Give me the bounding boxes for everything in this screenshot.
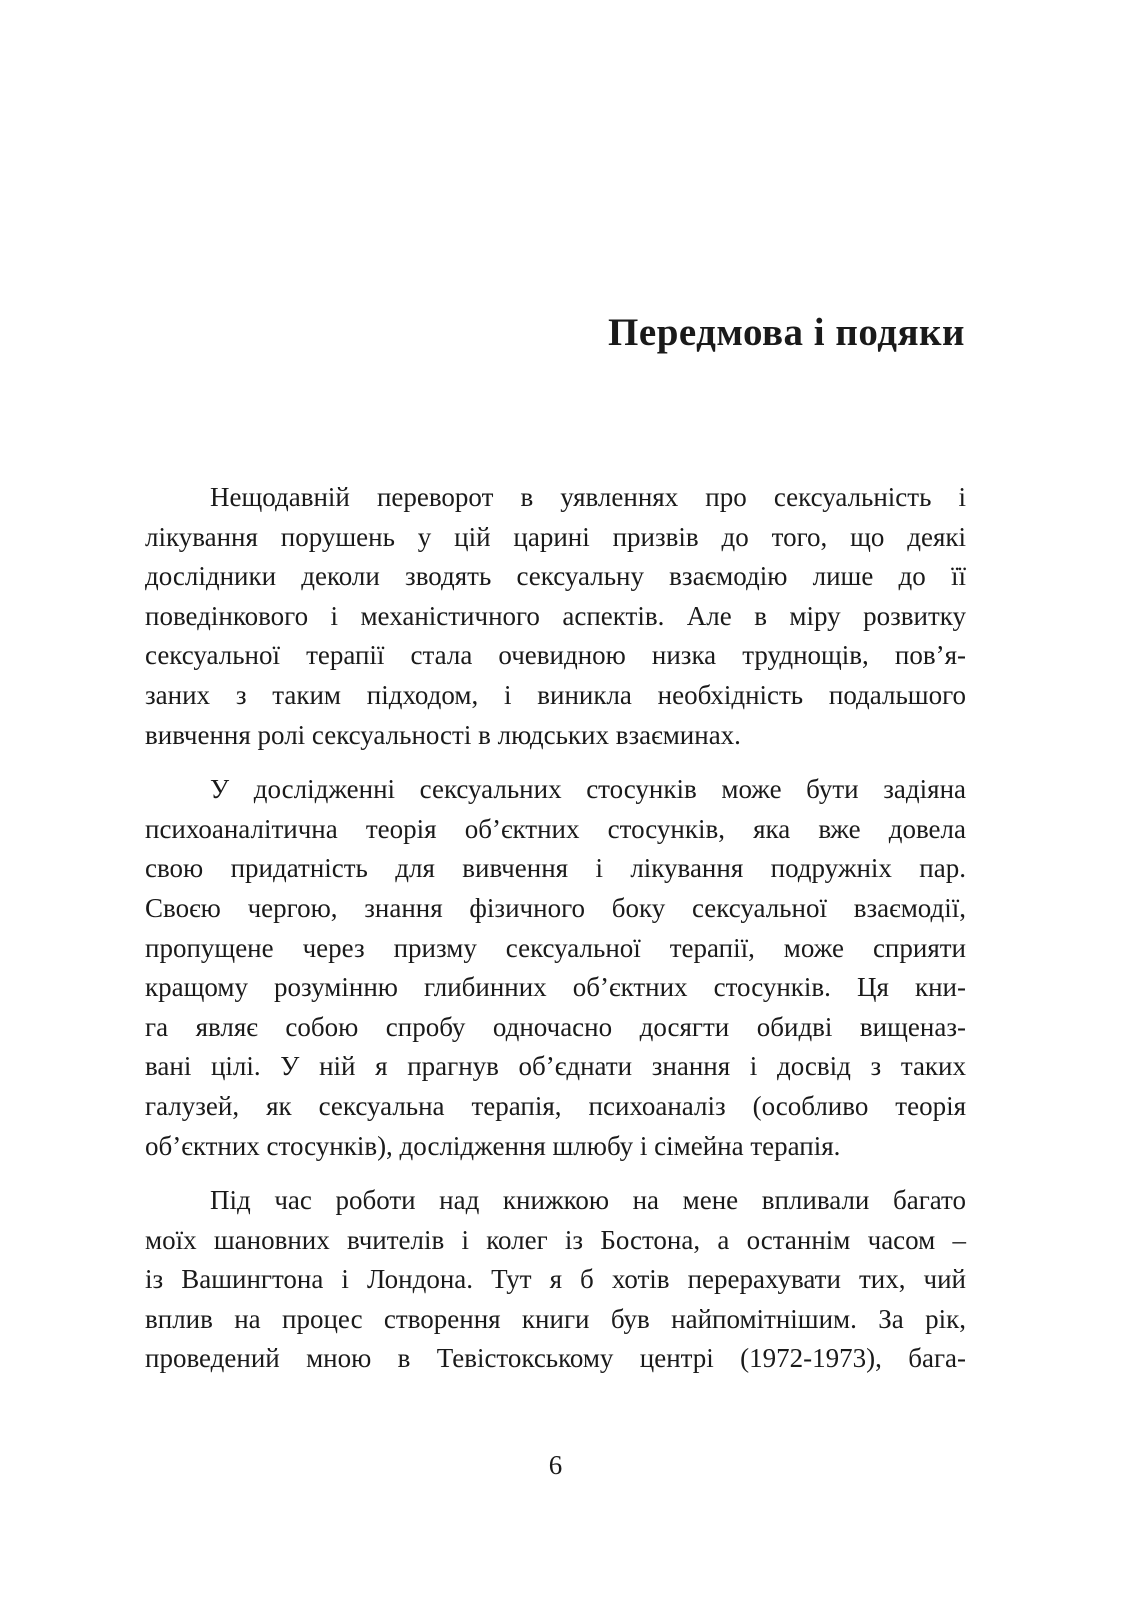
text-line: лікування порушень у цій царині призвів до того, що деякі (145, 521, 966, 552)
text-line: пропущене через призму сексуальної терапії, може сприяти (145, 932, 966, 963)
text-line: га являє собою спробу одночасно досягти обидві вищеназ- (145, 1011, 966, 1042)
text-line: об’єктних стосунків), дослідження шлюбу і сімейна терапія. (145, 1130, 841, 1161)
body-text (145, 478, 966, 1394)
text-line: психоаналітична теорія об’єктних стосунків, яка вже довела (145, 813, 966, 844)
text-line: свою придатність для вивчення і лікування подружніх пар. (145, 853, 966, 884)
text-line: моїх шановних вчителів і колег із Бостона, а останнім часом – (145, 1224, 966, 1255)
text-line: вплив на процес створення книги був найпомітнішим. За рік, (145, 1303, 966, 1334)
text-line: заних з таким підходом, і виникла необхідність подальшого (145, 679, 966, 710)
text-line: Своєю чергою, знання фізичного боку сексуальної взаємодії, (145, 892, 966, 923)
text-line: Під час роботи над книжкою на мене впливали багато (210, 1185, 966, 1216)
text-line: Нещодавній переворот в уявленнях про сексуальність і (210, 482, 966, 512)
text-line: сексуальної терапії стала очевидною низка труднощів, пов’я- (145, 640, 966, 671)
text-line: поведінкового і механістичного аспектів. Але в міру розвитку (145, 600, 966, 631)
paragraph (145, 770, 966, 1166)
page-number: 6 (548, 1450, 563, 1480)
paragraph (145, 1181, 966, 1379)
text-line: кращому розумінню глибинних об’єктних стосунків. Ця кни- (145, 972, 966, 1003)
text-line: вані цілі. У ній я прагнув об’єднати знання і досвід з таких (145, 1051, 966, 1082)
text-line: проведений мною в Тевістокському центрі (1972-1973), бага- (145, 1343, 966, 1374)
text-line: галузей, як сексуальна терапія, психоаналіз (особливо теорія (145, 1090, 966, 1121)
text-line: вивчення ролі сексуальності в людських взаєминах. (145, 719, 741, 750)
text-line: із Вашингтона і Лондона. Тут я б хотів перерахувати тих, чий (145, 1264, 966, 1295)
text-line: У дослідженні сексуальних стосунків може бути задіяна (210, 774, 966, 805)
paragraph (145, 478, 966, 755)
page-title: Передмова і подяки (608, 311, 965, 354)
text-line: дослідники деколи зводять сексуальну взаємодію лише до її (145, 561, 966, 592)
